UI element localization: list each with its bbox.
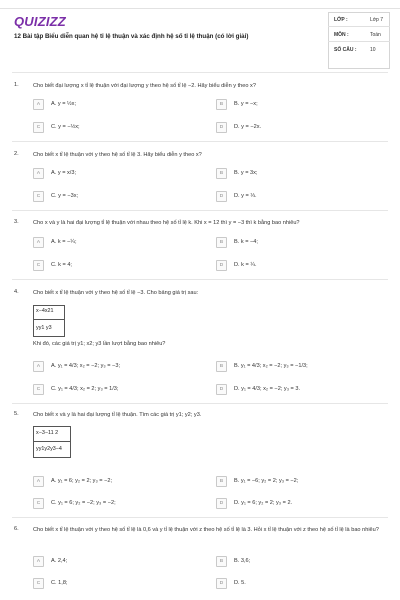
question-text: Cho biết x tỉ lệ thuận với y theo hệ số tỉ lệ −3. Cho bảng giá trị sau:: [33, 290, 199, 296]
option-text: B. y₁ = 4/3; x₂ = −2; y₃ = −1/3;: [234, 363, 308, 369]
meta-subject-value: Toán: [370, 32, 381, 38]
option-text: A. y = ½x;: [51, 101, 77, 107]
meta-divider: [328, 26, 390, 27]
table-row-x: x−3−11 2: [36, 430, 59, 436]
option-text: B. y = 3x;: [234, 170, 258, 176]
meta-subject-row: [334, 32, 381, 38]
option-badge: D: [216, 498, 227, 509]
option-text: D. 5.: [234, 580, 246, 586]
option-badge: B: [216, 168, 227, 179]
option-badge: D: [216, 384, 227, 395]
option-badge: C: [33, 260, 44, 271]
question-divider: [12, 141, 388, 142]
option-badge: B: [216, 361, 227, 372]
value-table: [33, 426, 71, 458]
option-text: A. y₁ = 4/3; x₂ = −2; y₃ = −3;: [51, 363, 120, 369]
option-text: C. y = −½x;: [51, 124, 80, 130]
option-badge: B: [216, 476, 227, 487]
option-badge: C: [33, 578, 44, 589]
option-badge: A: [33, 361, 44, 372]
question-text: Cho biết x tỉ lệ thuận với y theo hệ số tỉ lệ 3. Hãy biểu diễn y theo x?: [33, 152, 202, 158]
option-text: A. y₁ = 6; y₂ = 2; y₃ = −2;: [51, 478, 113, 484]
value-table: [33, 305, 65, 337]
option-badge: A: [33, 99, 44, 110]
quizizz-logo: QUIZIZZ: [14, 14, 66, 29]
option-badge: A: [33, 237, 44, 248]
option-text: D. y₁ = 6; y₂ = 2; y₃ = 2.: [234, 500, 293, 506]
option-badge: C: [33, 122, 44, 133]
header-top-rule: [0, 8, 400, 9]
option-text: C. y = −3x;: [51, 193, 79, 199]
table-row-x: x−4x21: [36, 308, 54, 314]
meta-class-row: [334, 17, 384, 23]
meta-count-value: 10: [370, 47, 376, 53]
question-followup: Khi đó, các giá trị y1; x2; y3 lần lượt bằng bao nhiêu?: [33, 341, 166, 347]
header: [0, 0, 400, 72]
table-row-y: yy1 y3: [36, 325, 52, 331]
option-text: B. 3,6;: [234, 558, 251, 564]
option-text: C. y₁ = 6; y₂ = −2; y₃ = −2;: [51, 500, 116, 506]
option-badge: B: [216, 556, 227, 567]
meta-count-row: [334, 47, 376, 53]
meta-class-value: Lớp 7: [370, 17, 384, 23]
option-badge: A: [33, 476, 44, 487]
option-badge: D: [216, 122, 227, 133]
option-text: B. k = −4;: [234, 239, 258, 245]
question-text: Cho x và y là hai đại lượng tỉ lệ thuận với nhau theo hệ số tỉ lệ k. Khi x = 12 thì y = −3 thì k bằng bao nhiêu?: [33, 220, 300, 226]
option-text: C. 1,8;: [51, 580, 68, 586]
table-divider: [34, 319, 64, 320]
option-text: B. y₁ = −6; y₂ = 2; y₃ = −2;: [234, 478, 299, 484]
option-text: C. y₁ = 4/3; x₂ = 2; y₃ = 1/3;: [51, 386, 119, 392]
header-divider: [12, 72, 388, 73]
option-text: A. 2,4;: [51, 558, 68, 564]
option-badge: C: [33, 191, 44, 202]
option-badge: D: [216, 191, 227, 202]
question-number: 6.: [14, 526, 19, 532]
meta-class-label: LỚP :: [334, 17, 348, 23]
question-text: Cho biết x tỉ lệ thuận với y theo hệ số tỉ lệ là 0,6 và y tỉ lệ thuận với z theo hệ số tỉ lệ là 3. Hỏi x tỉ lệ thuận với z theo hệ số tỉ lệ là bao nhiêu?: [33, 527, 379, 533]
question-divider: [12, 210, 388, 211]
question-text: Cho biết x và y là hai đại lượng tỉ lệ thuận. Tìm các giá trị y1; y2; y3.: [33, 412, 202, 418]
question-divider: [12, 403, 388, 404]
option-badge: C: [33, 498, 44, 509]
question-number: 2.: [14, 151, 19, 157]
option-badge: D: [216, 578, 227, 589]
meta-subject-label: MÔN :: [334, 32, 349, 38]
option-text: A. k = −¼;: [51, 239, 77, 245]
option-text: A. y = x/3;: [51, 170, 77, 176]
option-badge: C: [33, 384, 44, 395]
question-text: Cho biết đại lượng x tỉ lệ thuận với đại lượng y theo hệ số tỉ lệ −2. Hãy biểu diễn y theo x?: [33, 83, 256, 89]
option-badge: A: [33, 168, 44, 179]
meta-count-label: SỐ CÂU :: [334, 47, 357, 53]
option-text: D. k = ¼.: [234, 262, 257, 268]
option-badge: A: [33, 556, 44, 567]
option-text: D. y = ⅓.: [234, 193, 257, 199]
question-divider: [12, 517, 388, 518]
question-number: 4.: [14, 289, 19, 295]
option-text: D. y₁ = 4/3; x₂ = −2; y₃ = 3.: [234, 386, 301, 392]
meta-divider: [328, 41, 390, 42]
option-text: C. k = 4;: [51, 262, 72, 268]
table-divider: [34, 441, 70, 442]
option-badge: B: [216, 237, 227, 248]
option-text: D. y = −2x.: [234, 124, 262, 130]
question-number: 5.: [14, 411, 19, 417]
question-number: 1.: [14, 82, 19, 88]
question-divider: [12, 279, 388, 280]
question-number: 3.: [14, 219, 19, 225]
table-row-y: yy1y2y3−4: [36, 446, 62, 452]
option-badge: D: [216, 260, 227, 271]
option-badge: B: [216, 99, 227, 110]
document-title: 12 Bài tập Biểu diễn quan hệ tỉ lệ thuận và xác định hệ số tỉ lệ thuận (có lời giải): [14, 33, 249, 40]
option-text: B. y = −x;: [234, 101, 258, 107]
